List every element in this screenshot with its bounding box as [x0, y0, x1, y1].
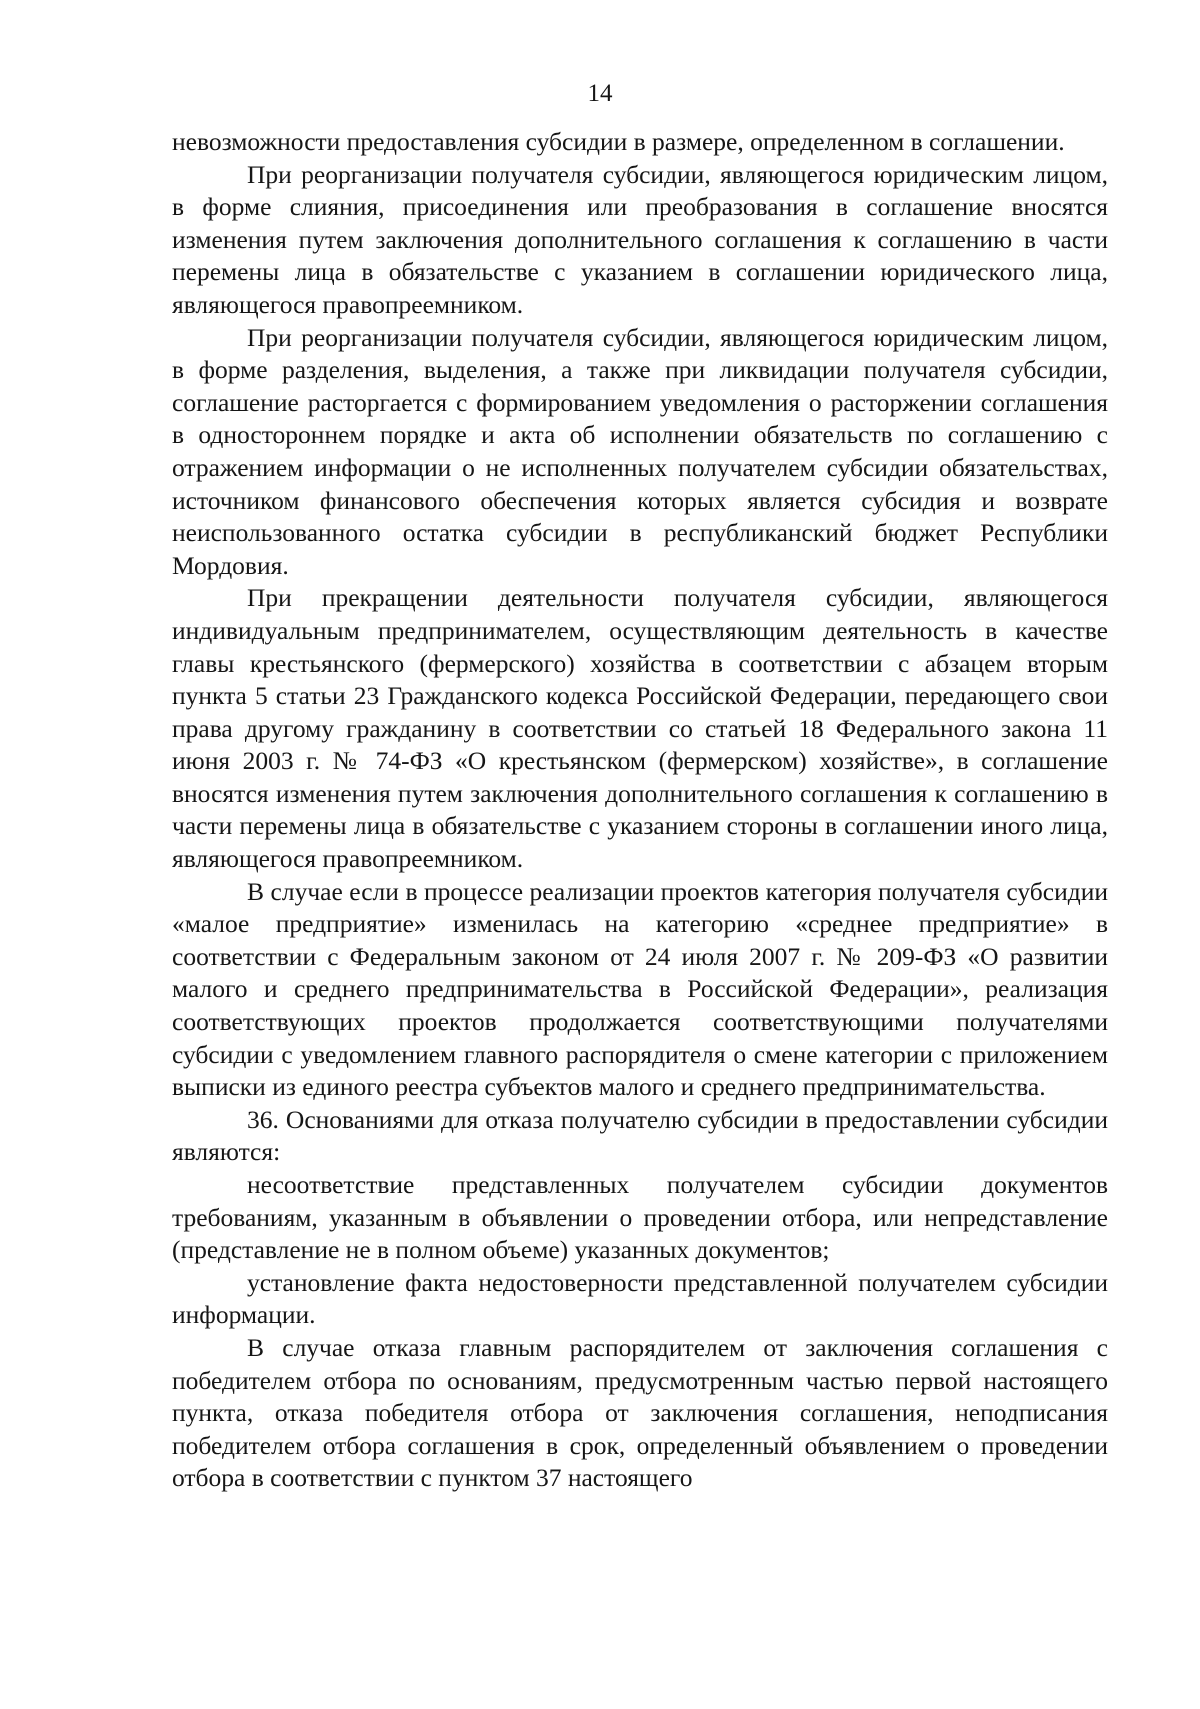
page-number: 14	[587, 80, 613, 107]
paragraph-ground-unreliable-info: установление факта недостоверности представленной получателем субсидии информации.	[172, 1267, 1108, 1330]
paragraph-clause-36: 36. Основаниями для отказа получателю субсидии в предоставлении субсидии являются:	[172, 1104, 1108, 1167]
paragraph-continuation: невозможности предоставления субсидии в размере, определенном в соглашении.	[172, 127, 1065, 156]
paragraph-termination-farm: При прекращении деятельности получателя субсидии, являющегося индивидуальным предпринимателем, осуществляющим деятельность в качестве главы крестьянского (фермерского) хозяйства в соответствии с абзацем вторым пункта 5 статьи 23 Гражданского кодекса Российской Федерации, передающего свои права другому гражданину в соответствии со статьей 18 Федерального закона 11 июня 2003 г. № 74-ФЗ «О крестьянском (фермерском) хозяйстве», в соглашение вносятся изменения путем заключения дополнительного соглашения к соглашению в части перемены лица в обязательстве с указанием стороны в соглашении иного лица, являющегося правопреемником.	[172, 583, 1108, 874]
paragraph-category-change: В случае если в процессе реализации проектов категория получателя субсидии «малое предприятие» изменилась на категорию «среднее предприятие» в соответствии с Федеральным законом от 24 июля 2007 г. № 209-ФЗ «О развитии малого и среднего предпринимательства в Российской Федерации», реализация соответствующих проектов продолжается соответствующими получателями субсидии с уведомлением главного распорядителя о смене категории с приложением выписки из единого реестра субъектов малого и среднего предпринимательства.	[172, 876, 1108, 1102]
document-body	[172, 126, 1108, 1495]
paragraph-reorganization-division: При реорганизации получателя субсидии, являющегося юридическим лицом, в форме разделения, выделения, а также при ликвидации получателя субсидии, соглашение расторгается с формированием уведомления о расторжении соглашения в одностороннем порядке и акта об исполнении обязательств по соглашению с отражением информации о не исполненных получателем субсидии обязательствах, источником финансового обеспечения которых является субсидия и возврате неиспользованного остатка субсидии в республиканский бюджет Республики Мордовия.	[172, 322, 1108, 580]
paragraph-refusal-case: В случае отказа главным распорядителем от заключения соглашения с победителем отбора по основаниям, предусмотренным частью первой настоящего пункта, отказа победителя отбора от заключения соглашения, неподписания победителем отбора соглашения в срок, определенный объявлением о проведении отбора в соответствии с пунктом 37 настоящего	[172, 1332, 1108, 1493]
paragraph-ground-noncompliance: несоответствие представленных получателем субсидии документов требованиям, указанным в объявлении о проведении отбора, или непредставление (представление не в полном объеме) указанных документов;	[172, 1170, 1108, 1265]
paragraph-reorganization-merger: При реорганизации получателя субсидии, являющегося юридическим лицом, в форме слияния, присоединения или преобразования в соглашение вносятся изменения путем заключения дополнительного соглашения к соглашению в части перемены лица в обязательстве с указанием в соглашении юридического лица, являющегося правопреемником.	[172, 159, 1108, 319]
